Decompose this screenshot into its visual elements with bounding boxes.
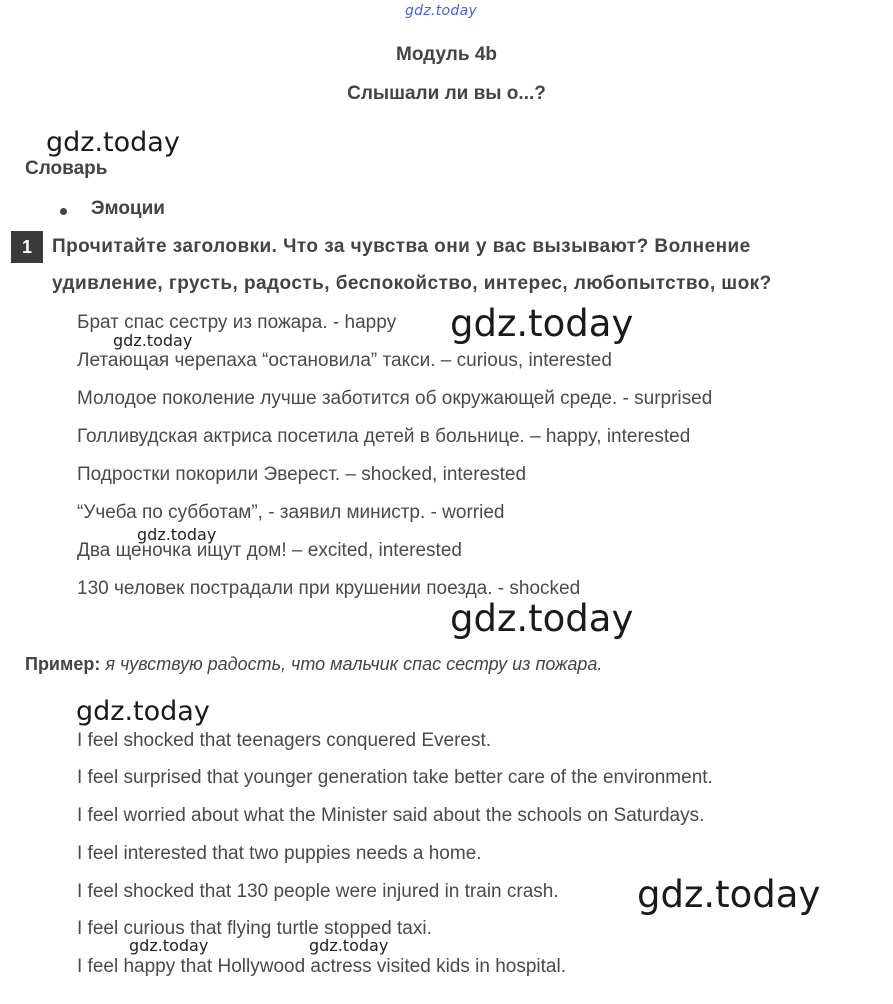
vocabulary-item: Эмоции <box>91 198 165 219</box>
watermark-small: gdz.today <box>113 331 193 350</box>
answer-item: I feel happy that Hollywood actress visited kids in hospital. <box>77 956 566 977</box>
watermark-small: gdz.today <box>137 525 217 544</box>
example-text: я чувствую радость, что мальчик спас сестру из пожара. <box>105 654 603 674</box>
task-number-badge: 1 <box>11 231 43 263</box>
headline-item: 130 человек пострадали при крушении поезда. - shocked <box>77 578 581 599</box>
watermark-small: gdz.today <box>309 936 389 955</box>
headline-item: Брат спас сестру из пожара. - happy <box>77 312 397 333</box>
answer-item: I feel shocked that teenagers conquered Everest. <box>77 730 492 751</box>
module-title: Модуль 4b <box>396 44 497 65</box>
task-instruction-line1: Прочитайте заголовки. Что за чувства они у вас вызывают? Волнение <box>52 236 751 257</box>
answer-item: I feel worried about what the Minister said about the schools on Saturdays. <box>77 805 705 826</box>
answer-item: I feel interested that two puppies needs a home. <box>77 843 482 864</box>
headline-item: Летающая черепаха “остановила” такси. – curious, interested <box>77 350 612 371</box>
watermark-answers: gdz.today <box>76 696 210 727</box>
answer-item: I feel surprised that younger generation take better care of the environment. <box>77 767 713 788</box>
top-watermark: gdz.today <box>405 3 478 19</box>
headline-item: Голливудская актриса посетила детей в больнице. – happy, interested <box>77 426 691 447</box>
watermark-small: gdz.today <box>129 936 209 955</box>
page-subtitle: Слышали ли вы о...? <box>347 83 546 104</box>
task-instruction-line2: удивление, грусть, радость, беспокойство, интерес, любопытство, шок? <box>52 273 772 294</box>
answer-item: I feel shocked that 130 people were injured in train crash. <box>77 881 559 902</box>
watermark-headline-1: gdz.today <box>450 302 634 345</box>
watermark-headlines-end: gdz.today <box>450 597 634 640</box>
vocabulary-heading: Словарь <box>25 158 108 179</box>
headline-item: Два щеночка ищут дом! – excited, interested <box>77 540 462 561</box>
bullet-icon <box>60 208 67 215</box>
headline-item: Молодое поколение лучше заботится об окружающей среде. - surprised <box>77 388 713 409</box>
answer-item: I feel curious that flying turtle stopped taxi. <box>77 918 432 939</box>
example-label: Пример: <box>25 654 101 674</box>
watermark-vocab: gdz.today <box>46 127 180 158</box>
headline-item: Подростки покорили Эверест. – shocked, interested <box>77 464 527 485</box>
headline-item: “Учеба по субботам”, - заявил министр. - worried <box>77 502 505 523</box>
watermark-answers-right: gdz.today <box>637 873 821 916</box>
example-line <box>25 654 602 675</box>
